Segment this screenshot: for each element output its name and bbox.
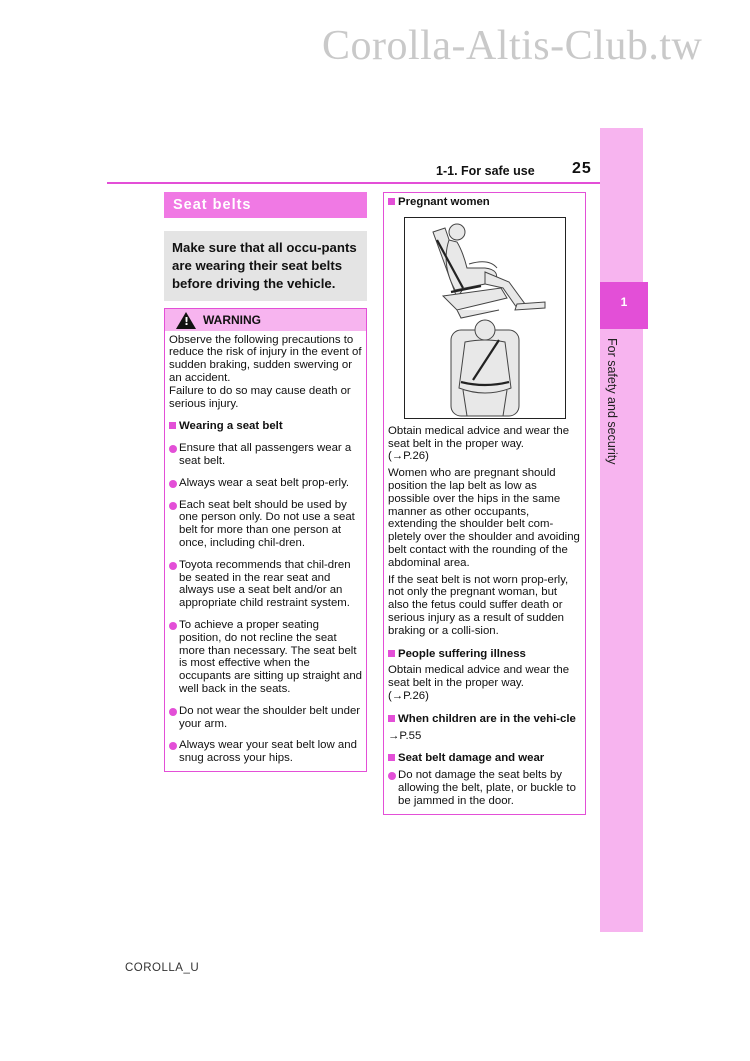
section-label: 1-1. For safe use <box>436 164 535 178</box>
circle-bullet-icon <box>169 480 177 488</box>
warning-box <box>164 308 367 772</box>
list-item: Always wear a seat belt prop-erly. <box>169 477 362 490</box>
square-bullet-icon <box>388 754 395 761</box>
warning-text-2: Failure to do so may cause death or serious injury. <box>169 384 351 410</box>
list-item: Toyota recommends that chil-dren be seated in the rear seat and always use a seat belt and/or an appropriate child restraint system. <box>169 559 362 610</box>
warning-body <box>165 331 366 771</box>
children-heading: When children are in the vehi-cle <box>388 713 581 726</box>
warning-text: Observe the following precautions to reduce the risk of injury in the event of sudden braking, sudden swerving or an accident. <box>169 333 362 384</box>
chapter-number-box: 1 <box>600 282 648 329</box>
chapter-side-tab <box>600 128 643 932</box>
square-bullet-icon <box>388 715 395 722</box>
children-ref: →P.55 <box>388 729 422 742</box>
pregnant-paragraph: Women who are pregnant should position the lap belt as low as possible over the hips in the same manner as other occupants, extending the shoulder belt com-pletely over the shoulder and avoiding belt contact with the rounding of the abdominal area. <box>388 467 580 569</box>
illness-advice: Obtain medical advice and wear the seat belt in the proper way. <box>388 664 570 690</box>
circle-bullet-icon <box>169 708 177 716</box>
list-item: Do not damage the seat belts by allowing the belt, plate, or buckle to be jammed in the door. <box>388 769 581 807</box>
pregnant-advice: Obtain medical advice and wear the seat belt in the proper way. <box>388 424 570 450</box>
page-number: 25 <box>572 160 592 177</box>
warning-header <box>165 309 366 331</box>
pregnant-advice-ref: (→P.26) <box>388 450 429 463</box>
list-item: Do not wear the shoulder belt under your arm. <box>169 705 362 731</box>
illness-heading: People suffering illness <box>388 648 581 661</box>
circle-bullet-icon <box>169 445 177 453</box>
list-item: To achieve a proper seating position, do not recline the seat more than necessary. The seat belt is most effective when the occupants are sitting up straight and well back in the seats. <box>169 619 362 696</box>
circle-bullet-icon <box>169 502 177 510</box>
illness-advice-ref: (→P.26) <box>388 689 429 702</box>
square-bullet-icon <box>388 198 395 205</box>
damage-heading: Seat belt damage and wear <box>388 752 581 765</box>
seatbelt-illustration-icon <box>405 218 565 418</box>
circle-bullet-icon <box>169 622 177 630</box>
right-column <box>383 192 586 815</box>
intro-callout: Make sure that all occu-pants are wearing their seat belts before driving the vehicle. <box>164 231 367 301</box>
circle-bullet-icon <box>169 742 177 750</box>
header-rule <box>107 182 600 184</box>
circle-bullet-icon <box>169 562 177 570</box>
square-bullet-icon <box>169 422 176 429</box>
list-item: Ensure that all passengers wear a seat belt. <box>169 442 362 468</box>
list-item: Always wear your seat belt low and snug across your hips. <box>169 739 362 765</box>
section-title: Seat belts <box>164 192 367 218</box>
warning-label: WARNING <box>203 312 261 327</box>
watermark: Corolla-Altis-Club.tw <box>322 23 703 69</box>
square-bullet-icon <box>388 650 395 657</box>
warning-subheading: Wearing a seat belt <box>169 420 362 433</box>
footer-model: COROLLA_U <box>125 962 200 974</box>
pregnant-heading: Pregnant women <box>388 196 581 209</box>
pregnant-paragraph-2: If the seat belt is not worn prop-erly, not only the pregnant woman, but also the fetus could suffer death or serious injury as a result of sudden braking or a colli-sion. <box>388 573 569 637</box>
left-column <box>164 192 367 772</box>
circle-bullet-icon <box>388 772 396 780</box>
pregnant-seatbelt-illustration <box>404 217 566 419</box>
chapter-title: For safety and security <box>605 338 619 465</box>
warning-triangle-icon: ! <box>176 312 196 329</box>
list-item: Each seat belt should be used by one person only. Do not use a seat belt for more than one person at once, including chil-dren. <box>169 499 362 550</box>
